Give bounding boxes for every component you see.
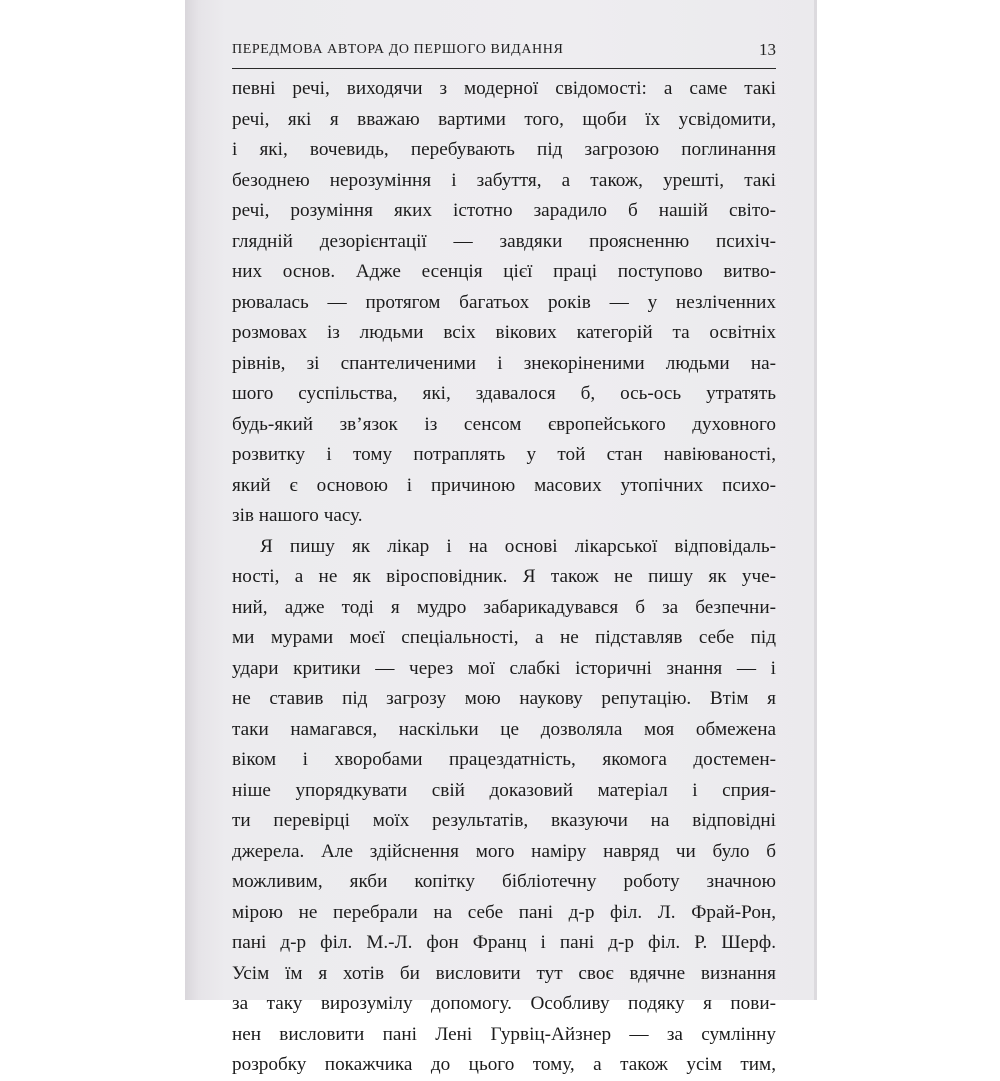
text-line: удари критики — через мої слабкі історичні знання — і bbox=[232, 657, 776, 679]
text-line: за таку вирозумілу допомогу. Особливу подяку я пови- bbox=[232, 993, 776, 1014]
text-line: пані д-р філ. М.-Л. фон Франц і пані д-р філ. Р. Шерф. bbox=[232, 932, 776, 953]
text-line: віком і хворобами працездатність, якомога достемен- bbox=[232, 749, 776, 770]
text-line: не ставив під загрозу мою наукову репутацію. Втім я bbox=[232, 688, 776, 709]
text-line: них основ. Адже есенція цієї праці поступово витво- bbox=[232, 261, 776, 282]
text-line: і які, вочевидь, перебувають під загрозою поглинання bbox=[232, 139, 776, 160]
text-line: джерела. Але здійснення мого наміру навряд чи було б bbox=[232, 840, 776, 862]
text-line: таки намагався, наскільки це дозволяла моя обмежена bbox=[232, 718, 776, 740]
text-line: будь-який зв’язок із сенсом європейського духовного bbox=[232, 413, 776, 435]
text-line: ності, а не як віросповідник. Я також не пишу як учe- bbox=[232, 566, 776, 587]
text-line: певні речі, виходячи з модерної свідомості: а саме такі bbox=[232, 78, 776, 99]
text-line: нен висловити пані Лені Гурвіц-Айзнер — за сумлінну bbox=[232, 1023, 776, 1045]
text-line: ний, адже тоді я мудро забарикадувався б за безпечни- bbox=[232, 596, 776, 618]
page-header bbox=[232, 40, 776, 69]
text-line: Усім їм я хотів би висловити тут своє вдячне визнання bbox=[232, 962, 776, 984]
text-line: розробку покажчика до цього тому, а також усім тим, bbox=[232, 1054, 776, 1075]
body-text bbox=[232, 74, 776, 1081]
book-page bbox=[185, 0, 817, 1075]
text-line: ти перевірці моїх результатів, вказуючи на відповідні bbox=[232, 810, 776, 831]
text-line: який є основою і причиною масових утопічних психо- bbox=[232, 474, 776, 496]
text-line: речі, які я вважаю вартими того, щоби їх усвідомити, bbox=[232, 108, 776, 130]
text-line: зів нашого часу. bbox=[232, 505, 363, 526]
text-line: речі, розуміння яких істотно зарадило б нашій світо- bbox=[232, 200, 776, 221]
page-edge bbox=[814, 0, 817, 1000]
paragraph-first-line: Я пишу як лікар і на основі лікарської відповідаль- bbox=[260, 535, 776, 557]
text-line: безоднею нерозуміння і забуття, а також, урешті, такі bbox=[232, 169, 776, 191]
text-line: шого суспільства, які, здавалося б, ось-ось утратять bbox=[232, 383, 776, 404]
text-line: ніше упорядкувати свій доказовий матеріал і сприя- bbox=[232, 779, 776, 801]
text-line: ми мурами моєї спеціальності, а не підставляв себе під bbox=[232, 627, 776, 648]
running-title: ПЕРЕДМОВА АВТОРА ДО ПЕРШОГО ВИДАННЯ bbox=[232, 42, 564, 57]
text-line: мірою не перебрали на себе пані д-р філ. Л. Фрай-Рон, bbox=[232, 901, 776, 923]
text-line: глядній дезорієнтації — завдяки проясненню психіч- bbox=[232, 230, 776, 252]
text-line: рювалась — протягом багатьох років — у незліченних bbox=[232, 291, 776, 313]
text-line: рівнів, зі спантеличеними і знекоріненими людьми на- bbox=[232, 352, 776, 374]
text-line: розмовах із людьми всіх вікових категорій та освітніх bbox=[232, 322, 776, 343]
text-line: можливим, якби копітку бібліотечну роботу значною bbox=[232, 871, 776, 892]
page-number: 13 bbox=[759, 40, 776, 59]
text-line: розвитку і тому потраплять у той стан навіюваності, bbox=[232, 444, 776, 465]
